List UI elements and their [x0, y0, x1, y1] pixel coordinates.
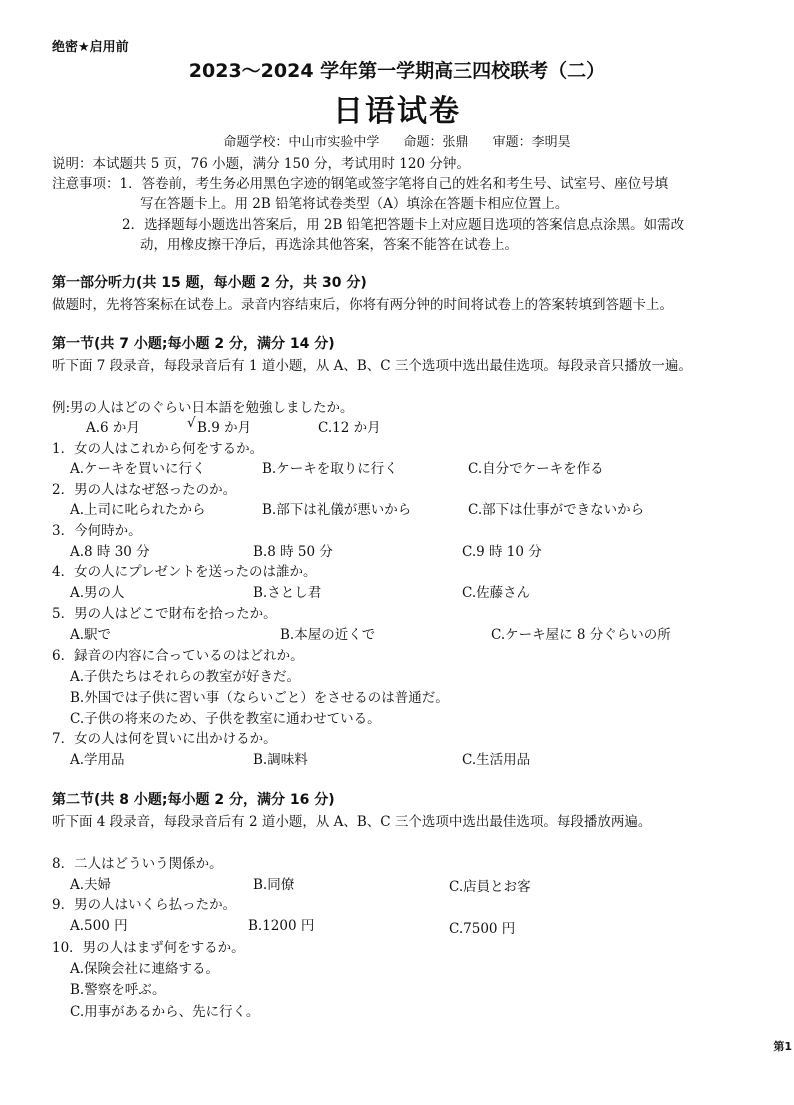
q6-option-c: C.子供の将来のため、子供を教室に通わせている。 [70, 711, 381, 727]
question-1: 1．女の人はこれから何をするか。 [52, 441, 264, 457]
q7-option-a: A.学用品 [70, 752, 125, 768]
q5-option-b: B.本屋の近くで [280, 627, 376, 643]
example-option-c: C.12 か月 [318, 420, 381, 436]
instruction-1-line-2: 写在答题卡上。用 2B 铅笔将试卷类型（A）填涂在答题卡相应位置上。 [140, 196, 569, 212]
q10-option-b: B.警察を呼ぶ。 [70, 982, 166, 998]
instruction-2-line-2: 动，用橡皮擦干净后，再选涂其他答案，答案不能答在试卷上。 [140, 237, 518, 253]
q1-option-a: A.ケーキを買いに行く [70, 461, 206, 477]
section1-title: 第一节(共 7 小题;每小题 2 分，满分 14 分) [52, 336, 335, 352]
q6-option-a: A.子供たちはそれらの教室が好きだ。 [70, 669, 301, 685]
q5-option-c: C.ケーキ屋に 8 分ぐらいの所 [491, 627, 671, 643]
school-label: 命题学校：中山市实验中学 [223, 135, 380, 150]
check-mark-icon: √ [187, 415, 196, 431]
question-2: 2．男の人はなぜ怒ったのか。 [52, 482, 237, 498]
question-6: 6．録音の内容に合っているのはどれか。 [52, 648, 304, 664]
q1-option-c: C.自分でケーキを作る [468, 461, 604, 477]
section2-desc: 听下面 4 段录音，每段录音后有 2 道小题，从 A、B、C 三个选项中选出最佳选项。每段播放两遍。 [52, 814, 652, 830]
question-7: 7．女の人は何を買いに出かけるか。 [52, 731, 277, 747]
subject-title: 日语试卷 [333, 94, 461, 129]
q3-option-b: B.8 時 50 分 [253, 544, 333, 560]
q9-option-a: A.500 円 [70, 918, 128, 934]
q2-option-a: A.上司に叱られたから [70, 502, 206, 518]
q3-option-a: A.8 時 30 分 [70, 544, 150, 560]
question-3: 3．今何時か。 [52, 523, 142, 539]
reviewer-label: 审题：李明昊 [492, 135, 571, 150]
q2-option-b: B.部下は礼儀が悪いから [262, 502, 412, 518]
exam-meta [0, 131, 794, 150]
q4-option-c: C.佐藤さん [462, 585, 531, 601]
example-option-b: B.9 か月 [197, 420, 252, 436]
q4-option-b: B.さとし君 [253, 585, 322, 601]
q4-option-a: A.男の人 [70, 585, 125, 601]
q8-option-a: A.夫婦 [70, 877, 112, 893]
q7-option-b: B.調味料 [253, 752, 308, 768]
exam-note: 说明：本试题共 5 页，76 小题，满分 150 分，考试用时 120 分钟。 [52, 156, 470, 172]
part1-title: 第一部分听力(共 15 题，每小题 2 分，共 30 分) [52, 275, 367, 291]
question-5: 5．男の人はどこで財布を拾ったか。 [52, 606, 277, 622]
page-number: 第1 [773, 1040, 792, 1053]
question-4: 4．女の人にプレゼントを送ったのは誰か。 [52, 564, 317, 580]
q6-option-b: B.外国では子供に習い事（ならいごと）をさせるのは普通だ。 [70, 690, 449, 706]
q9-option-c: C.7500 円 [449, 921, 516, 937]
q8-option-c: C.店員とお客 [449, 879, 531, 895]
q2-option-c: C.部下は仕事ができないから [468, 502, 645, 518]
question-8: 8．二人はどういう関係か。 [52, 856, 223, 872]
confidential-label: 绝密★启用前 [52, 40, 129, 55]
question-10: 10．男の人はまず何をするか。 [52, 940, 245, 956]
instruction-2-line-1: 2．选择题每小题选出答案后，用 2B 铅笔把答题卡上对应题目选项的答案信息点涂黑。如需改 [122, 217, 685, 233]
author-label: 命题：张鼎 [403, 135, 469, 150]
q7-option-c: C.生活用品 [462, 752, 531, 768]
section2-title: 第二节(共 8 小题;每小题 2 分，满分 16 分) [52, 792, 335, 808]
q8-option-b: B.同僚 [253, 877, 295, 893]
q5-option-a: A.駅で [70, 627, 112, 643]
exam-title: 2023～2024 学年第一学期高三四校联考（二） [188, 60, 606, 82]
part1-desc: 做题时，先将答案标在试卷上。录音内容结束后，你将有两分钟的时间将试卷上的答案转填到答题卡上。 [52, 297, 673, 313]
q3-option-c: C.9 時 10 分 [462, 544, 542, 560]
example-option-a: A.6 か月 [86, 420, 140, 436]
example-question: 例:男の人はどのぐらい日本語を勉強しましたか。 [52, 400, 354, 416]
q10-option-a: A.保険会社に連絡する。 [70, 961, 220, 977]
q9-option-b: B.1200 円 [248, 918, 315, 934]
section1-desc: 听下面 7 段录音，每段录音后有 1 道小题，从 A、B、C 三个选项中选出最佳选项。每段录音只播放一遍。 [52, 358, 692, 374]
q1-option-b: B.ケーキを取りに行く [262, 461, 398, 477]
instruction-1-line-1: 注意事项：1．答卷前，考生务必用黑色字迹的钢笔或签字笔将自己的姓名和考生号、试室号、座位号填 [52, 176, 669, 192]
question-9: 9．男の人はいくら払ったか。 [52, 897, 237, 913]
q10-option-c: C.用事があるから、先に行く。 [70, 1004, 260, 1020]
